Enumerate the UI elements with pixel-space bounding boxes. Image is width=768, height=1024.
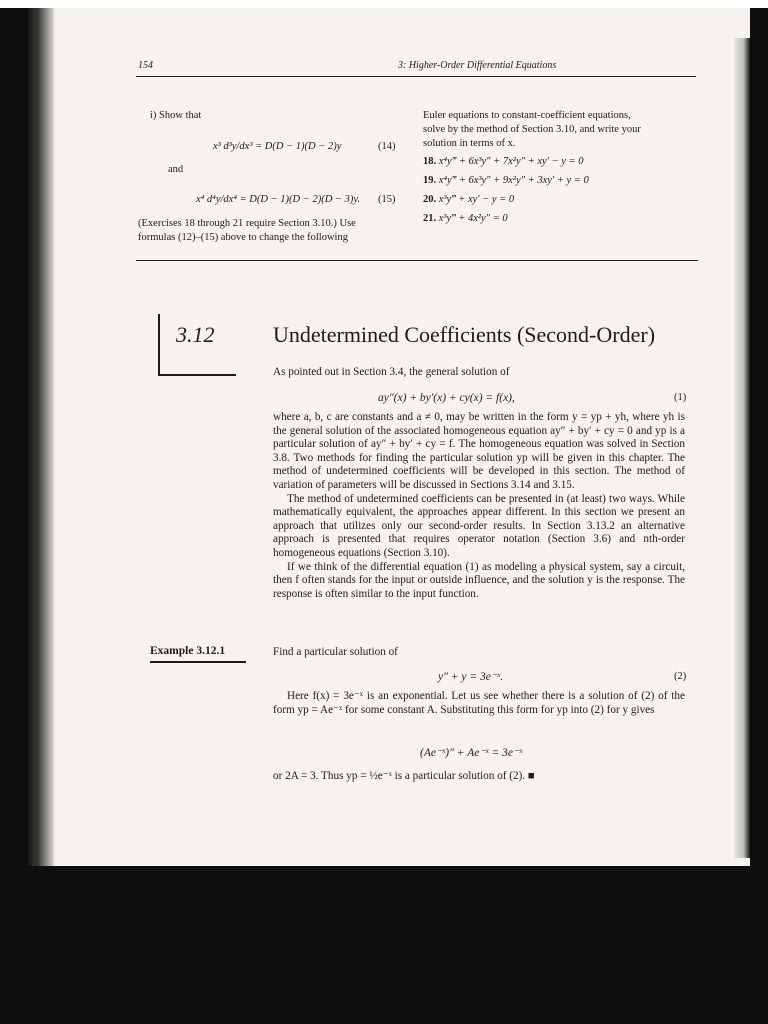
exercise-note-line-2: formulas (12)–(15) above to change the following [138,232,348,243]
section-intro: As pointed out in Section 3.4, the general solution of [273,366,510,378]
exercise-equation: x⁴y‴ + 6x³y″ + 9x²y″ + 3xy′ + y = 0 [438,175,589,186]
equation-15: x⁴ d⁴y/dx⁴ = D(D − 1)(D − 2)(D − 3)y. [196,194,361,205]
exercise-list-item [423,212,508,226]
section-title: Undetermined Coefficients (Second-Order) [273,322,656,347]
page-edge-shadow [734,38,750,858]
exercise-number: 19. [423,175,437,186]
equation-1-number: (1) [674,392,687,403]
example-body [273,690,685,717]
example-label: Example 3.12.1 [150,645,226,657]
paragraph: where a, b, c are constants and a ≠ 0, may be written in the form y = yp + yh, where yh is the general solution of the associated homogeneous equation ay″ + by′ + cy = 0 and yp is a particular solution of ay″ + by′ + cy = f. The homogeneous equation was solved in Section 3.8. Two methods for finding the particular solution yp will be given in this chapter. The method of undetermined coefficients will be developed in this section. The method of variation of parameters will be discussed in Sections 3.14 and 3.15. [273,411,685,491]
section-number: 3.12 [176,322,215,347]
equation-14-number: (14) [378,141,396,152]
exercise-number: 21. [423,213,437,224]
paragraph: Here f(x) = 3e⁻ˣ is an exponential. Let us see whether there is a solution of (2) of the form yp = Ae⁻ˣ for some constant A. Substituting this form for yp into (2) for y gives [273,690,685,716]
exercise-list-item [423,193,514,207]
page-number: 154 [138,60,153,71]
scan-top-band [0,0,768,8]
header-rule [136,76,696,77]
book-spine-shadow [28,8,54,866]
example-intro: Find a particular solution of [273,646,398,658]
running-title: 3: Higher-Order Differential Equations [398,60,557,71]
equation-15-number: (15) [378,194,396,205]
section-body [273,411,685,601]
exercise-intro-line-2: solve by the method of Section 3.10, and write your [423,124,641,135]
paragraph: If we think of the differential equation (1) as modeling a physical system, say a circuit, then f often stands for the input or outside influence, and the solution y is the response. The response is often similar to the input function. [273,560,685,600]
book-page [28,8,750,866]
exercise-equation: x³y‴ + xy′ − y = 0 [438,194,515,205]
section-divider-rule [136,260,698,261]
exercise-note-line-1: (Exercises 18 through 21 require Section 3.10.) Use [138,218,356,229]
exercise-item-label: i) Show that [150,110,202,121]
exercise-list-item [423,155,584,169]
exercise-intro-line-1: Euler equations to constant-coefficient equations, [423,110,631,121]
equation-14: x³ d³y/dx³ = D(D − 1)(D − 2)y [213,141,342,152]
exercise-number: 20. [423,194,437,205]
equation-3: (Ae⁻ˣ)″ + Ae⁻ˣ = 3e⁻ˣ [420,747,523,759]
exercise-equation: x³y‴ + 4x²y″ = 0 [438,213,508,224]
equation-1: ay″(x) + by′(x) + cy(x) = f(x), [378,392,515,404]
equation-2-number: (2) [674,671,687,682]
paragraph: The method of undetermined coefficients can be presented in (at least) two ways. While mathematically equivalent, the approaches appear different. In this section we present an approach that utilizes only our second-order results. In Section 3.13.2 an alternative approach is presented that requires operator notation (Section 3.6) and nth-order homogeneous equations (Section 3.10). [273,492,685,559]
exercise-intro-line-3: solution in terms of x. [423,138,516,149]
section-number-bracket [158,314,160,376]
example-label-underline [150,661,246,663]
exercise-list-item [423,174,589,188]
and-label: and [168,164,184,175]
example-conclusion: or 2A = 3. Thus yp = ½e⁻ˣ is a particular solution of (2). ■ [273,770,535,782]
exercise-number: 18. [423,156,437,167]
exercise-equation: x⁴y‴ + 6x³y″ + 7x²y″ + xy′ − y = 0 [438,156,584,167]
equation-2: y″ + y = 3e⁻ˣ. [438,671,504,683]
section-number-underline [158,374,236,376]
